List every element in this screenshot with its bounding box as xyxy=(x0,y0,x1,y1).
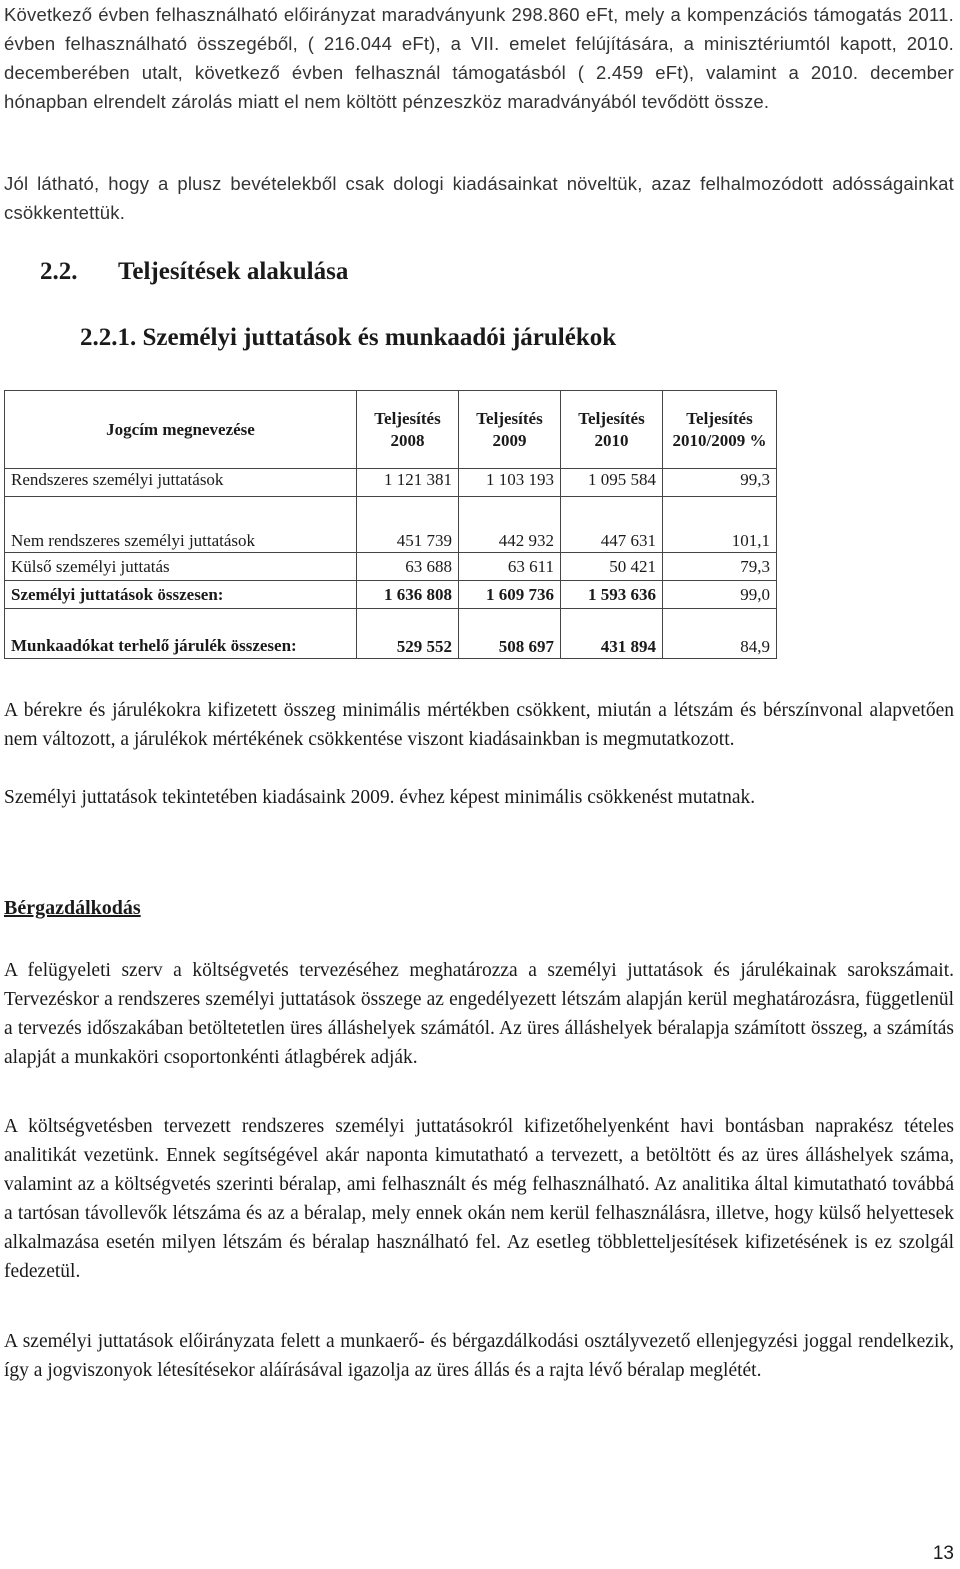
value-pct: 99,3 xyxy=(663,469,777,497)
bergazdalkodas-heading: Bérgazdálkodás xyxy=(4,897,141,919)
page-number: 13 xyxy=(932,1543,954,1564)
value-2008: 1 121 381 xyxy=(357,469,459,497)
section-title: Teljesítések alakulása xyxy=(118,258,349,285)
value-pct: 101,1 xyxy=(663,497,777,553)
table-row xyxy=(5,469,777,497)
section-number: 2.2. xyxy=(40,258,78,285)
value-2010: 447 631 xyxy=(561,497,663,553)
table-header-row xyxy=(5,391,777,469)
intro-paragraph xyxy=(4,0,954,116)
header-cell: Teljesítés 2008 xyxy=(357,391,459,469)
header-cell: Teljesítés 2010 xyxy=(561,391,663,469)
section-heading-2-2-1: 2.2.1. Személyi juttatások és munkaadói járulékok xyxy=(80,324,617,351)
paragraph-6 xyxy=(4,1112,954,1286)
intro-text: Következő évben felhasználható előirányzat maradványunk 298.860 eFt, mely a kompenzációs támogatás 2011. évben felhasználható összegéből, ( 216.044 eFt), a VII. emelet felújítására, a minisztériumtól kapott, 2010. decemberében utalt, következő évben felhasznál támogatásból ( 2.459 eFt), valamint a 2010. december hónapban elrendelt zárolás miatt el nem költött pénzeszköz maradványából tevődött össze. xyxy=(4,4,954,112)
data-table xyxy=(4,390,777,659)
header-cell: Teljesítés 2009 xyxy=(459,391,561,469)
row-label: Munkaadókat terhelő járulék összesen: xyxy=(5,609,357,659)
paragraph-3 xyxy=(4,696,954,754)
value-pct: 84,9 xyxy=(663,609,777,659)
paragraph-6-text: A költségvetésben tervezett rendszeres személyi juttatásokról kifizetőhelyenként havi bontásban naprakész tételes analitikát vezetünk. Ennek segítségével akár naponta kimutatható a tervezett, a betöltött és az üres álláshelyek száma, valamint az a költségvetés szerinti béralap, ami felhasznált és még felhasználható. Az analitika által kimutatható továbbá a tartósan távollevők létszáma és az a béralap, mely ennek okán nem kerül felhasználásra, illetve, hogy külső helyettesek alkalmazása esetén milyen létszám és béralap használható fel. Az esetleg többletteljesítések kifizetésének is ez szolgál fedezetül. xyxy=(4,1116,954,1282)
paragraph-2-text: Jól látható, hogy a plusz bevételekből csak dologi kiadásainkat növeltük, azaz felhalmozódott adósságainkat csökkentettük. xyxy=(4,173,954,223)
paragraph-5-text: A felügyeleti szerv a költségvetés tervezéséhez meghatározza a személyi juttatások és járulékainak sarokszámait. Tervezéskor a rendszeres személyi juttatások összege az engedélyezett létszám alapján kerül meghatározásra, függetlenül a tervezés időszakában betöltetetlen üres álláshelyek számától. Az üres álláshelyek béralapja számított összeg, a számítás alapját a munkaköri csoportonkénti átlagbérek adják. xyxy=(4,960,954,1068)
value-pct: 79,3 xyxy=(663,553,777,581)
table-row-contributions xyxy=(5,609,777,659)
table-row-total xyxy=(5,581,777,609)
table-row xyxy=(5,553,777,581)
value-2009: 63 611 xyxy=(459,553,561,581)
paragraph-5 xyxy=(4,956,954,1072)
value-2008: 529 552 xyxy=(357,609,459,659)
paragraph-3-text: A bérekre és járulékokra kifizetett összeg minimális mértékben csökkent, miután a létszám és bérszínvonal alapvetően nem változott, a járulékok mértékének csökkentése viszont kiadásainkban is megmutatkozott. xyxy=(4,700,954,750)
value-2010: 50 421 xyxy=(561,553,663,581)
table-row xyxy=(5,497,777,553)
paragraph-4 xyxy=(4,783,954,812)
paragraph-7-text: A személyi juttatások előirányzata felett a munkaerő- és bérgazdálkodási osztályvezető ellenjegyzési joggal rendelkezik, így a jogviszonyok létesítésekor aláírásával igazolja az üres állás és a rajta lévő béralap meglétét. xyxy=(4,1331,954,1381)
value-2009: 442 932 xyxy=(459,497,561,553)
value-2008: 451 739 xyxy=(357,497,459,553)
paragraph-2 xyxy=(4,169,954,227)
row-label: Nem rendszeres személyi juttatások xyxy=(5,497,357,553)
value-2008: 1 636 808 xyxy=(357,581,459,609)
value-2008: 63 688 xyxy=(357,553,459,581)
header-cell: Jogcím megnevezése xyxy=(5,391,357,469)
value-2009: 1 609 736 xyxy=(459,581,561,609)
row-label: Külső személyi juttatás xyxy=(5,553,357,581)
value-2009: 1 103 193 xyxy=(459,469,561,497)
value-2010: 1 095 584 xyxy=(561,469,663,497)
paragraph-4-text: Személyi juttatások tekintetében kiadásaink 2009. évhez képest minimális csökkenést mutatnak. xyxy=(4,787,756,808)
header-cell: Teljesítés 2010/2009 % xyxy=(663,391,777,469)
value-2009: 508 697 xyxy=(459,609,561,659)
row-label: Személyi juttatások összesen: xyxy=(5,581,357,609)
section-heading-2-2 xyxy=(40,258,348,286)
value-2010: 1 593 636 xyxy=(561,581,663,609)
value-pct: 99,0 xyxy=(663,581,777,609)
row-label: Rendszeres személyi juttatások xyxy=(5,469,357,497)
value-2010: 431 894 xyxy=(561,609,663,659)
paragraph-7 xyxy=(4,1327,954,1385)
